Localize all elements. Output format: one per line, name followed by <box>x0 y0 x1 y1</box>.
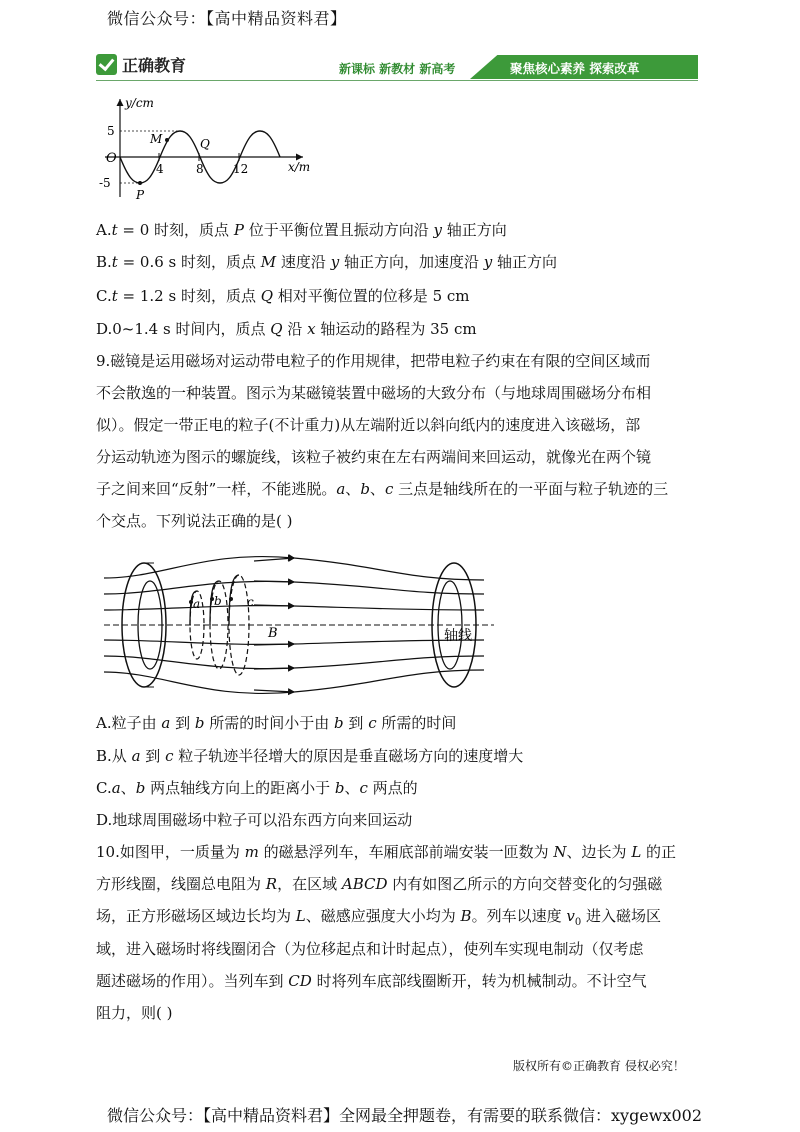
wechat-banner: 微信公众号：【高中精品资料君】 <box>107 9 347 28</box>
check-icon <box>96 54 117 75</box>
y-tick-5: 5 <box>107 124 115 138</box>
q10-line-3: 场，正方形磁场区域边长均为 L、磁感应强度大小均为 B。列车以速度 $v_0$ 进入磁场区 <box>96 907 661 928</box>
x-axis-label: x/m <box>288 160 311 174</box>
header-divider <box>96 80 698 81</box>
magnetic-mirror-figure <box>104 550 504 710</box>
q9-option-a: A.粒子由 a 到 b 所需的时间小于由 b 到 c 所需的时间 <box>96 714 457 732</box>
label-m: M <box>150 132 163 146</box>
q9-option-d: D.地球周围磁场中粒子可以沿东西方向来回运动 <box>96 811 413 829</box>
q9-option-b: B.从 a 到 c 粒子轨迹半径增大的原因是垂直磁场方向的速度增大 <box>96 747 524 765</box>
label-p: P <box>136 188 145 202</box>
x-tick-4: 4 <box>156 162 164 176</box>
label-field-b: B <box>268 626 278 641</box>
q8-option-c: C.t = 1.2 s 时刻，质点 Q 相对平衡位置的位移是 5 cm <box>96 287 470 305</box>
point-c <box>229 597 233 601</box>
q10-line-2: 方形线圈，线圈总电阻为 R，在区域 ABCD 内有如图乙所示的方向交替变化的匀强磁 <box>96 875 663 893</box>
axis-label: 轴线 <box>444 628 472 644</box>
q8-option-a: A.t = 0 时刻，质点 P 位于平衡位置且振动方向沿 y 轴正方向 <box>96 221 507 239</box>
q9-line-5: 子之间来回“反射”一样，不能逃脱。a、b、c 三点是轴线所在的一平面与粒子轨迹的三 <box>96 480 669 498</box>
q10-line-6: 阻力，则( ) <box>96 1004 173 1022</box>
tagline-highlight: 聚焦核心素养 探索改革 <box>510 61 640 76</box>
x-tick-12: 12 <box>233 162 249 176</box>
q8-option-b: B.t = 0.6 s 时刻，质点 M 速度沿 y 轴正方向，加速度沿 y 轴正方向 <box>96 253 557 271</box>
label-q: Q <box>200 137 210 151</box>
x-tick-8: 8 <box>196 162 204 176</box>
q10-line-4: 域，进入磁场时将线圈闭合（为位移起点和计时起点），使列车实现电制动（仅考虑 <box>96 940 644 958</box>
copyright: 版权所有©正确教育 侵权必究！ <box>513 1059 685 1073</box>
tagline: 新课标 新教材 新高考 <box>339 62 456 76</box>
q9-line-6: 个交点。下列说法正确的是( ) <box>96 512 293 530</box>
q10-line-1: 10.如图甲，一质量为 m 的磁悬浮列车，车厢底部前端安装一匝数为 N、边长为 L 的正 <box>96 843 677 861</box>
q9-line-1: 9.磁镜是运用磁场对运动带电粒子的作用规律，把带电粒子约束在有限的空间区域而 <box>96 352 651 370</box>
label-c: c <box>247 595 254 609</box>
q8-option-d: D.0~1.4 s 时间内，质点 Q 沿 x 轴运动的路程为 35 cm <box>96 320 477 338</box>
y-tick-neg5: -5 <box>99 176 111 190</box>
wave-figure <box>95 95 325 205</box>
q9-line-4: 分运动轨迹为图示的螺旋线，该粒子被约束在左右两端间来回运动，就像光在两个镜 <box>96 448 652 466</box>
logo <box>96 53 186 76</box>
q9-option-c: C.a、b 两点轴线方向上的距离小于 b、c 两点的 <box>96 779 418 797</box>
q9-line-2: 不会散逸的一种装置。图示为某磁镜装置中磁场的大致分布（与地球周围磁场分布相 <box>96 384 652 402</box>
point-m <box>165 138 169 142</box>
q9-line-3: 似）。假定一带正电的粒子(不计重力)从左端附近以斜向纸内的速度进入该磁场，部 <box>96 416 641 434</box>
label-b: b <box>214 594 222 608</box>
label-a: a <box>193 597 201 611</box>
origin-label: O <box>106 151 117 166</box>
y-axis-label: y/cm <box>125 96 154 110</box>
footer-wechat: 微信公众号：【高中精品资料君】全网最全押题卷，有需要的联系微信：xygewx002 <box>107 1106 703 1125</box>
point-p <box>138 181 142 185</box>
logo-text: 正确教育 <box>122 56 187 75</box>
q10-line-5: 题述磁场的作用）。当列车到 CD 时将列车底部线圈断开，转为机械制动。不计空气 <box>96 972 647 990</box>
